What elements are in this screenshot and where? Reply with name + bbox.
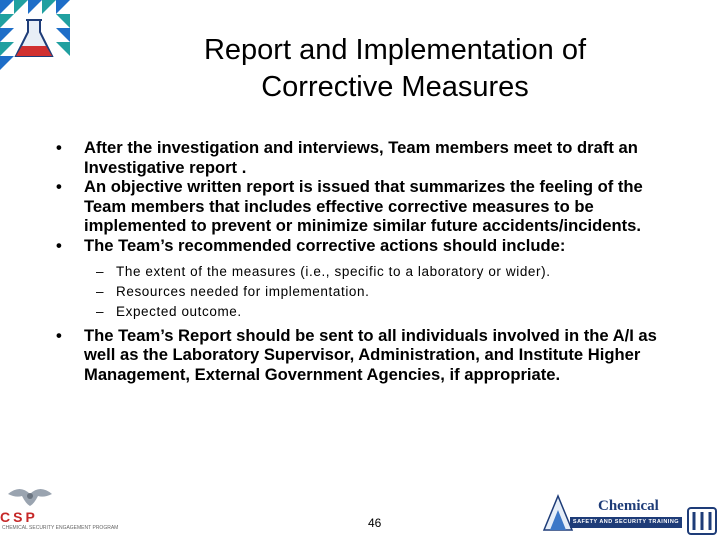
sub-bullet-symbol: – <box>96 263 105 279</box>
bullet-list <box>56 138 666 384</box>
bullet-item <box>56 138 666 177</box>
bullet-text: After the investigation and interviews, Team members meet to draft an Investigative report . <box>84 138 638 177</box>
page-number: 46 <box>368 516 382 530</box>
sub-bullet-item <box>96 302 666 322</box>
bullet-text: An objective written report is issued that summarizes the feeling of the Team members that includes effective corrective measures to be implemented to prevent or minimize similar future accidents/incidents. <box>84 177 643 236</box>
bullet-text: The Team’s recommended corrective actions should include: <box>84 235 566 255</box>
bullet-symbol: • <box>56 138 62 157</box>
sub-bullet-text: Resources needed for implementation. <box>116 283 370 299</box>
title-line-2: Corrective Measures <box>261 71 529 103</box>
sub-bullet-symbol: – <box>96 303 105 319</box>
chemical-logo-bar: SAFETY AND SECURITY TRAINING <box>570 517 682 528</box>
bullet-item <box>56 326 666 385</box>
bullet-symbol: • <box>56 177 62 197</box>
sub-bullet-item <box>96 262 666 282</box>
flask-logo-icon <box>0 0 72 78</box>
slide-title <box>120 32 670 106</box>
title-line-1: Report and Implementation of <box>203 34 587 66</box>
sub-bullet-list <box>56 262 666 322</box>
bullet-text: The Team’s Report should be sent to all individuals involved in the A/I as well as the Laboratory Supervisor, Administration, and Institute Higher Management, External Government Agencies, if appropriate. <box>84 325 657 384</box>
csp-logo-subtext: CHEMICAL SECURITY ENGAGEMENT PROGRAM <box>2 525 119 531</box>
sub-bullet-item <box>96 282 666 302</box>
bullet-item <box>56 236 666 256</box>
csp-logo-text: CSP <box>0 509 38 525</box>
sub-bullet-text: Expected outcome. <box>116 303 242 319</box>
bullet-symbol: • <box>56 325 62 345</box>
bullet-symbol: • <box>56 235 62 255</box>
chemical-logo-title: Chemical <box>598 498 659 514</box>
bullet-item <box>56 177 666 236</box>
sub-bullet-symbol: – <box>96 283 105 299</box>
sub-bullet-text: The extent of the measures (i.e., specific to a laboratory or wider). <box>116 263 551 279</box>
